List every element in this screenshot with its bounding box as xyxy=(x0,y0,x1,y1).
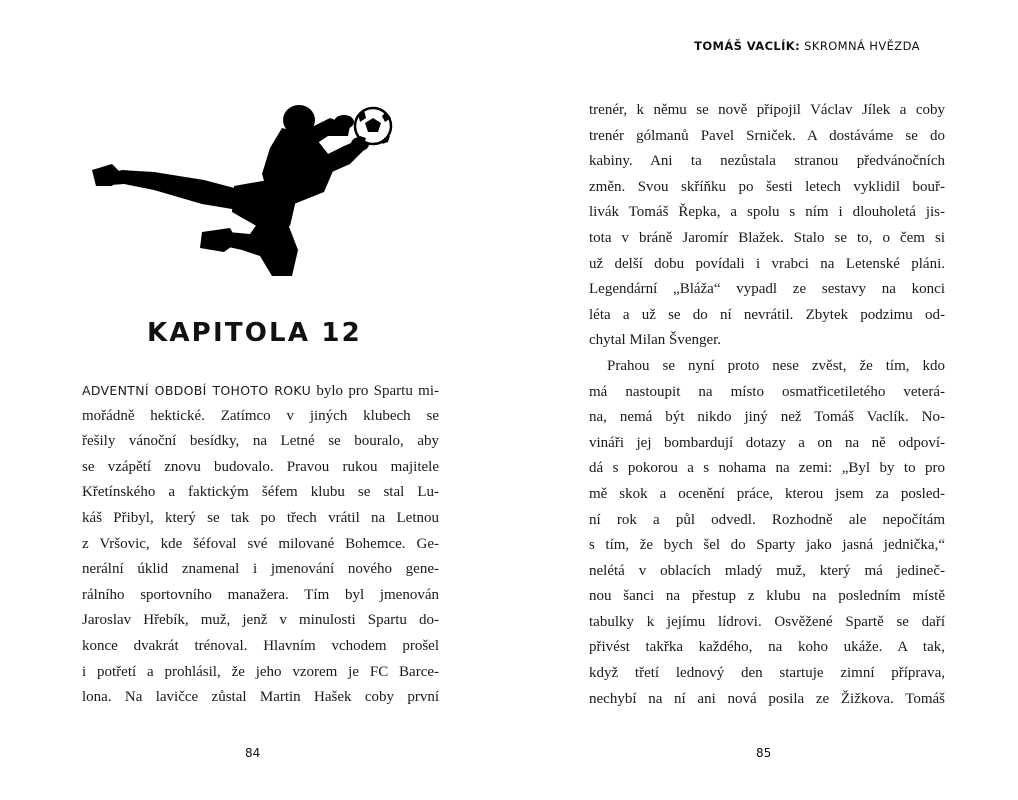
text-line: nechybí na ní ani nová posila ze Žižkova. Tomáš xyxy=(589,690,945,707)
text-line: nelétá v oblacích mladý muž, který má jedineč- xyxy=(589,562,945,579)
running-head-title: SKROMNÁ HVĚZDA xyxy=(800,39,920,53)
text-line: když třetí lednový den startuje zimní příprava, xyxy=(589,665,945,682)
text-line: chytal Milan Švenger. xyxy=(589,332,722,349)
right-page-body xyxy=(589,98,945,712)
text-line: konce dvakrát trénoval. Hlavním vchodem prošel xyxy=(82,637,439,654)
text-line: tota v bráně Jaromír Blažek. Stalo se to, o čem si xyxy=(589,229,945,246)
text-line: s tím, že bych šel do Sparty jako jasná jednička,“ xyxy=(589,537,945,554)
text-line: tabulky k jejímu lídrovi. Osvěžené Spartě se daří xyxy=(589,613,945,630)
text-line: mořádně hektické. Zatímco v jiných klubech se xyxy=(82,407,439,424)
text-line: nou šanci na přestup z klubu na posledním místě xyxy=(589,588,945,605)
text-line: Prahou se nyní proto nese zvěst, že tím, kdo xyxy=(607,357,945,374)
chapter-title: KAPITOLA 12 xyxy=(147,318,362,348)
text-line: vináři jej bombardují dotazy a on na ně odpoví- xyxy=(589,434,945,451)
text-line: trenér, k němu se nově připojil Václav Jílek a coby xyxy=(589,102,945,118)
text-line: Křetínského a faktickým šéfem klubu se stal Lu- xyxy=(82,484,439,501)
text-line: z Vršovic, kde šéfoval své milované Bohemce. Ge- xyxy=(82,535,439,552)
text-line: kabiny. Ani ta nezůstala stranou předvánočních xyxy=(589,153,945,170)
lead-in: ADVENTNÍ OBDOBÍ TOHOTO ROKU xyxy=(82,383,312,398)
text-line: léta a už se do ní nevrátil. Zbytek podzimu od- xyxy=(589,306,945,323)
text-line: Legendární „Bláža“ vypadl ze sestavy na konci xyxy=(589,281,945,298)
text-line: i potřetí a prohlásil, že jeho vzorem je FC Barce- xyxy=(82,663,439,680)
left-page-body xyxy=(82,378,439,711)
running-head-author: TOMÁŠ VACLÍK: xyxy=(694,39,801,53)
text-line: mě skok a ocenění práce, kterou jsem za posled- xyxy=(589,485,945,502)
text-line: ní rok a půl odvedl. Rozhodně ale nepočítám xyxy=(589,511,945,528)
text-line: má nastoupit na místo osmatřicetiletého veterá- xyxy=(589,383,945,400)
text-line: dá s pokorou a s nohama na zemi: „Byl by to pro xyxy=(589,460,945,477)
text-line: přivést takřka každého, na koho ukáže. A tak, xyxy=(589,639,945,656)
text-line: změn. Svou skříňku po šesti letech vyklidil bouř- xyxy=(589,178,945,195)
text-line: káš Přibyl, který se tak po třech vrátil na Letnou xyxy=(82,509,439,526)
text-line: se vzápětí znovu budovalo. Pravou rukou majitele xyxy=(82,458,439,475)
page-number: 84 xyxy=(245,746,261,760)
goalkeeper-silhouette xyxy=(92,105,369,276)
goalkeeper-illustration xyxy=(92,100,398,284)
text-line: už delší dobu povídali i vrabci na Letenské pláni. xyxy=(589,255,945,272)
text-line: rálního sportovního manažera. Tím byl jmenován xyxy=(82,586,439,603)
right-page xyxy=(509,0,1018,800)
text-line: livák Tomáš Řepka, a spolu s ním i dlouholetá jis- xyxy=(589,204,945,221)
text-line: řešily vánoční besídky, na Letné se bouralo, aby xyxy=(82,433,439,450)
text-line: na, nemá být nikdo jiný než Tomáš Vaclík. No- xyxy=(589,409,945,426)
running-head xyxy=(657,39,957,53)
text-line: nerální úklid znamenal i jmenování nového gene- xyxy=(82,561,439,578)
text-line: trenér gólmanů Pavel Srniček. A dostáváme se do xyxy=(589,127,945,144)
text-line: Jaroslav Hřebík, muž, jenž v minulosti Spartu do- xyxy=(82,612,439,629)
football-icon xyxy=(355,108,391,144)
text-line: ADVENTNÍ OBDOBÍ TOHOTO ROKU bylo pro Spartu mi- xyxy=(82,383,440,399)
text-line: lona. Na lavičce zůstal Martin Hašek coby první xyxy=(82,689,439,706)
page-number: 85 xyxy=(756,746,772,760)
